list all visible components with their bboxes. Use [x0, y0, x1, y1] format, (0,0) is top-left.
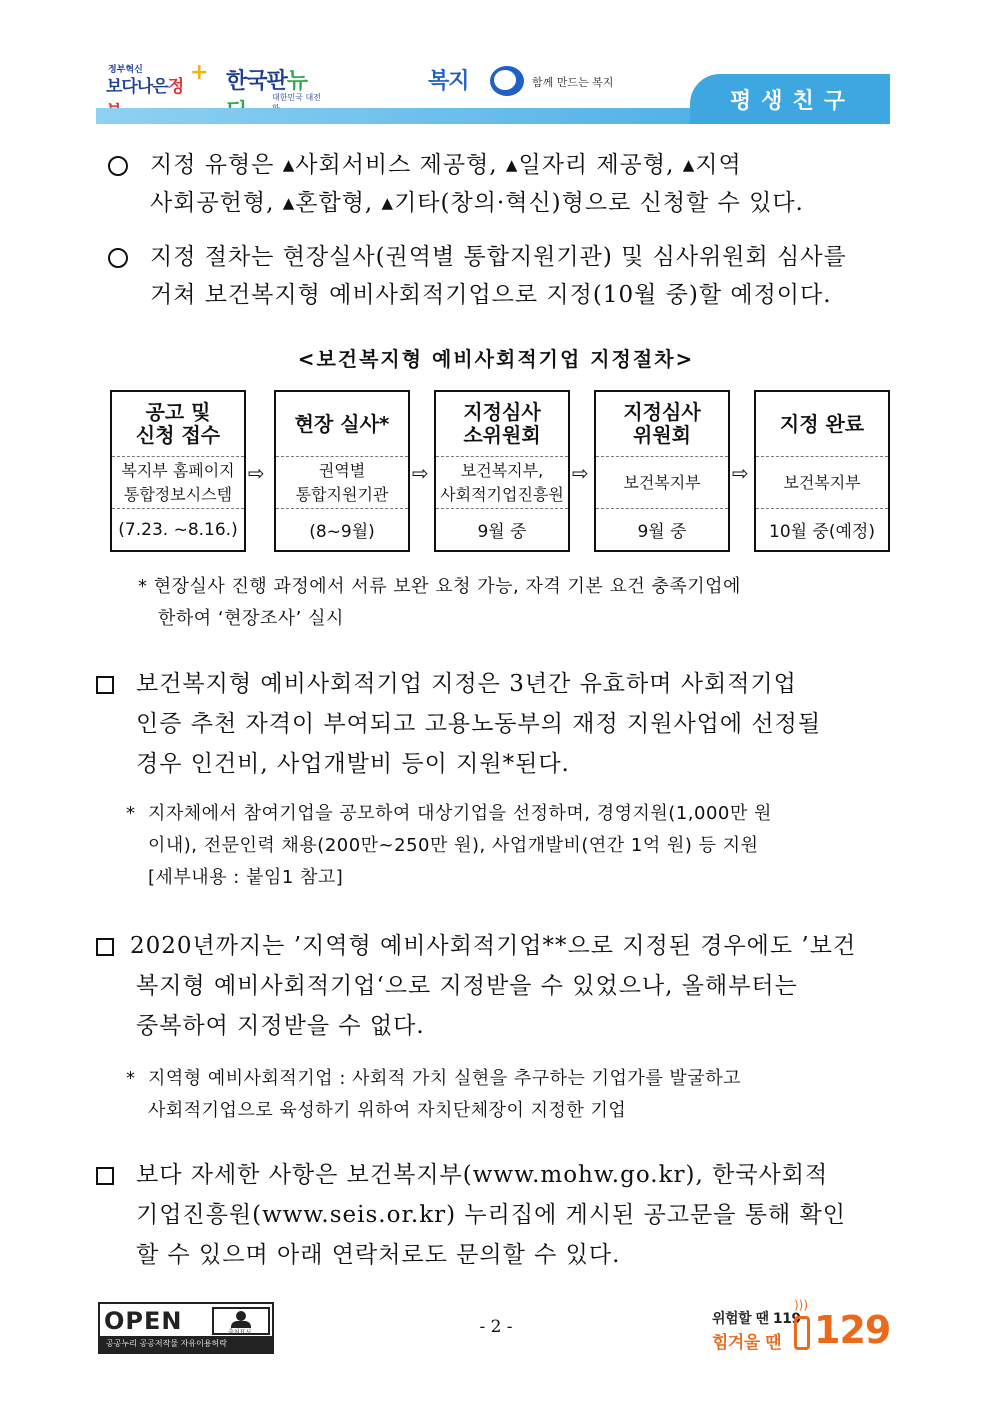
paragraph-designation-types — [150, 146, 900, 222]
section-line: 중복하여 지정받을 수 없다. — [136, 1013, 425, 1039]
section-line: 기업진흥원(www.seis.or.kr) 누리집에 게시된 공고문을 통해 확인 — [136, 1202, 846, 1228]
process-step-box — [274, 390, 410, 552]
square-bullet-icon — [96, 1167, 114, 1185]
process-step-agency: 보건복지부, 사회적기업진흥원 — [436, 456, 568, 508]
section-line: 보다 자세한 사항은 보건복지부(www.mohw.go.kr), 한국사회적 — [136, 1162, 829, 1188]
note-line: * 현장실사 진행 과정에서 서류 보완 요청 가능, 자격 기본 요건 충족기업에 — [138, 576, 741, 597]
process-step-box — [110, 390, 246, 552]
note-star: * — [126, 1068, 136, 1089]
note-line: 지역형 예비사회적기업 : 사회적 가치 실현을 추구하는 기업가를 발굴하고 — [148, 1068, 741, 1089]
header-tab-title: 평생친구 — [730, 89, 856, 114]
square-bullet-icon — [96, 676, 114, 694]
section-line: 인증 추천 자격이 부여되고 고용노동부의 재정 지원사업에 선정될 — [136, 711, 822, 737]
process-step-agency: 보건복지부 — [596, 456, 728, 508]
signal-icon: ))) — [794, 1298, 809, 1312]
paragraph-line: 지정 절차는 현장실사(권역별 통합지원기관) 및 심사위원회 심사를 — [150, 244, 847, 270]
process-arrow-icon: ⇨ — [412, 461, 429, 485]
process-step-box — [594, 390, 730, 552]
note-regional-type — [126, 1063, 898, 1127]
note-star: * — [126, 803, 136, 824]
note-line: 지자체에서 참여기업을 공모하여 대상기업을 선정하며, 경영지원(1,000만 원 — [148, 803, 772, 824]
process-step-period: (7.23. ~8.16.) — [112, 508, 244, 550]
paragraph-line: 사회공헌형, ▴혼합형, ▴기타(창의·혁신)형으로 신청할 수 있다. — [150, 190, 804, 216]
paragraph-designation-procedure — [150, 238, 900, 314]
attribution-label: 출처표시 — [228, 1329, 252, 1336]
section-line: 할 수 있으며 아래 연락처로도 문의할 수 있다. — [136, 1242, 621, 1268]
process-step-title: 공고 및 신청 접수 — [135, 400, 221, 447]
process-step-agency: 복지부 홈페이지 통합정보시스템 — [112, 456, 244, 508]
header-tab — [690, 74, 890, 124]
page-header — [0, 0, 992, 130]
paragraph-line: 거쳐 보건복지형 예비사회적기업으로 지정(10월 중)할 예정이다. — [150, 282, 832, 308]
process-arrow-icon: ⇨ — [572, 461, 589, 485]
paragraph-line: 지정 유형은 ▴사회서비스 제공형, ▴일자리 제공형, ▴지역 — [150, 152, 742, 178]
process-arrow-icon: ⇨ — [248, 461, 265, 485]
process-step-box — [754, 390, 890, 552]
process-step-title: 지정심사 위원회 — [623, 400, 701, 447]
process-step-period: 9월 중 — [436, 508, 568, 550]
note-line: 한하여 ‘현장조사’ 실시 — [158, 608, 344, 629]
section-more-info — [136, 1155, 906, 1275]
process-step-period: (8~9월) — [276, 508, 408, 550]
gov-logo-small-text: 정부혁신 — [108, 65, 143, 75]
section-line: 경우 인건비, 사업개발비 등이 지원*된다. — [136, 751, 570, 777]
open-logo-text: OPEN — [104, 1307, 183, 1335]
process-step-period: 9월 중 — [596, 508, 728, 550]
open-logo-strip: 공공누리 공공저작물 자유이용허락 — [100, 1336, 272, 1352]
process-step-title: 지정 완료 — [779, 411, 865, 436]
gov-logo-text-a: 보다나은 — [106, 77, 168, 97]
circle-bullet-icon — [108, 248, 128, 268]
note-support — [126, 798, 898, 894]
page-number: - 2 - — [479, 1317, 513, 1337]
hotline-line2: 힘겨울 땐 — [712, 1333, 782, 1353]
process-chart-title: <보건복지형 예비사회적기업 지정절차> — [297, 347, 695, 371]
welfare-circle-icon — [490, 66, 524, 96]
new-deal-text-a: 한국판 — [226, 69, 287, 94]
section-line: 보건복지형 예비사회적기업 지정은 3년간 유효하며 사회적기업 — [136, 671, 797, 697]
square-bullet-icon — [96, 938, 114, 956]
note-line: 사회적기업으로 육성하기 위하여 자치단체장이 지정한 기업 — [148, 1100, 627, 1121]
gov-logo-text-b: 정 — [167, 77, 184, 97]
gov-innovation-logo — [106, 60, 209, 104]
circle-bullet-icon — [108, 156, 128, 176]
section-line: 복지형 예비사회적기업‘으로 지정받을 수 있었으나, 올해부터는 — [136, 973, 798, 999]
process-step-title: 현장 실사* — [294, 411, 390, 436]
process-step-title: 지정심사 소위원회 — [463, 400, 541, 447]
welfare-logo-text: 복지 — [428, 69, 469, 94]
process-step-box — [434, 390, 570, 552]
section-duplicate — [130, 926, 906, 1046]
process-step-agency: 보건복지부 — [756, 456, 888, 508]
section-validity — [136, 664, 906, 784]
note-site-inspection — [138, 571, 898, 635]
section-line: 2020년까지는 ’지역형 예비사회적기업**으로 지정된 경우에도 ’보건 — [130, 933, 857, 959]
welfare-logo — [428, 64, 628, 104]
hotline-129-logo — [708, 1298, 898, 1356]
new-deal-text-b: 뉴 — [286, 69, 308, 94]
process-step-agency: 권역별 통합지원기관 — [276, 456, 408, 508]
plus-icon: + — [190, 60, 209, 85]
process-arrow-icon: ⇨ — [732, 461, 749, 485]
note-line: [세부내용 : 붙임1 참고] — [148, 867, 344, 888]
phone-icon — [794, 1316, 810, 1350]
note-line: 이내), 전문인력 채용(200만~250만 원), 사업개발비(연간 1억 원) 등 지원 — [148, 835, 759, 856]
korean-new-deal-logo — [226, 64, 326, 104]
new-deal-subtitle: 대한민국 대전 — [272, 93, 321, 102]
hotline-number: 129 — [814, 1308, 891, 1352]
hotline-line1: 위험할 땐 119 — [712, 1311, 801, 1327]
process-step-period: 10월 중(예정) — [756, 508, 888, 550]
welfare-slogan: 함께 만드는 복지 — [532, 76, 614, 89]
